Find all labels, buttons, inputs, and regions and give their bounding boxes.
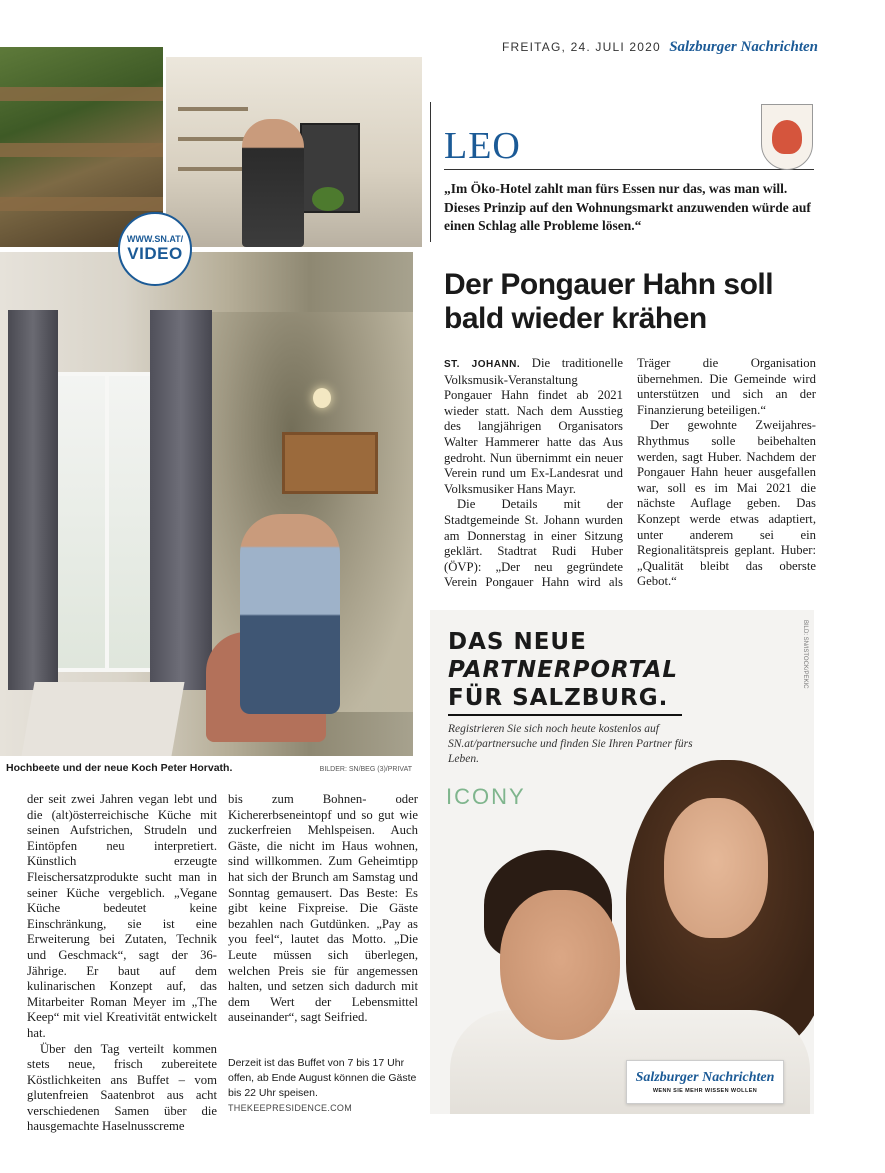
photo-credit: BILDER: SN/BEG (3)/PRIVAT bbox=[319, 766, 412, 773]
video-link-badge[interactable] bbox=[118, 212, 192, 286]
hotel-room-photo bbox=[0, 252, 413, 756]
article-paragraph: ST. JOHANN. Die traditionelle Volksmusik-Veranstaltung Pongauer Hahn findet ab 2021 wieder statt. Nach dem Ausstieg des langjährigen Organisators Walter Hammerer hatte das Aus gedroht. Nun übernimmt ein neuer Verein rund um Ex-Landesrat und Volksmusiker Hans Mayr. bbox=[444, 356, 624, 496]
ad-headline: DAS NEUE PARTNERPORTAL FÜR SALZBURG. bbox=[448, 629, 679, 711]
video-label: VIDEO bbox=[127, 244, 183, 263]
leo-quote: „Im Öko-Hotel zahlt man fürs Essen nur das, was man will. Dieses Prinzip auf den Wohnungsmarkt anzuwenden würde auf einen Schlag alle Probleme lösen.“ bbox=[444, 181, 811, 233]
ad-subline: Registrieren Sie sich noch heute kostenlos auf SN.at/partnersuche und finden Sie Ihren Partner fürs Leben. bbox=[448, 723, 693, 765]
caption-text: Hochbeete und der neue Koch Peter Horvath. bbox=[6, 762, 233, 774]
story-paragraph: Über den Tag verteilt kommen stets neue, frisch zubereitete Köstlichkeiten ans Buffet – vom glutenfreien Saatenbrot aus acht verschiedenen Samen über die hausgemachte Haselnusscreme bbox=[27, 1041, 217, 1134]
opening-hours: Derzeit ist das Buffet von 7 bis 17 Uhr offen, ab Ende August können die Gäste bis 22 Uhr speisen. bbox=[228, 1057, 417, 1099]
ad-photo-credit: BILD: SN/ISTOCK/PEKIC bbox=[802, 620, 808, 689]
story-column-2 bbox=[228, 792, 418, 1026]
story-paragraph: bis zum Bohnen- oder Kichererbseneintopf und so gut wie zuckerfreien Mehlspeisen. Auch Gäste, die nicht im Haus wohnen, sind willkommen. Zum Geheimtipp hat sich der Brunch am Samstag und Sonntag gemausert. Das Beste: Es gibt keine Fixpreise. Die Gäste bezahlen nach Gutdünken. „Pay as you feel“, lautet das Motto. „Die Leute müssen sich überlegen, welchen Preis sie für angemessen halten, und setzen sich dadurch mit dem Wert der Lebensmittel auseinander“, sagt Seifried. bbox=[228, 792, 418, 1025]
leo-divider bbox=[444, 169, 814, 170]
lion-crest-icon bbox=[761, 104, 813, 170]
article-body bbox=[444, 356, 816, 591]
photo-caption bbox=[6, 762, 412, 774]
leo-title: LEO bbox=[444, 125, 521, 167]
chef-photo bbox=[166, 57, 422, 247]
article-paragraph: Die Details mit der Stadtgemeinde St. Johann wurden am Donnerstag in einer Sitzung geklärt. Stadtrat Rudi Huber (ÖVP): „Der neu gegründete Verein Pongauer Hahn wird als Träger die Organisation übernehmen. Die Gemeinde wird unterstützen und sich an der Finanzierung beteiligen.“ bbox=[444, 356, 816, 590]
story-column-1 bbox=[27, 792, 217, 1135]
story-paragraph: der seit zwei Jahren vegan lebt und die (alt)österreichische Küche mit seinen Aufstrichen, Strudeln und Eintöpfen neu interpretiert. Künstlich erzeugte Fleischersatzprodukte sucht man in seiner Küche vergeblich. „Vegane Küche bedeutet keine Einschränkung, sie ist eine Erweiterung bei Zutaten, Technik und Geschmack“, sagt der 36-Jährige. Er baut auf dem kulinarischen Konzept auf, das Mitarbeiter Roman Meyer im „The Keep“ mit viel Kreativität entwickelt hat. bbox=[27, 792, 217, 1040]
article-paragraph: Der gewohnte Zweijahres-Rhythmus solle beibehalten werden, sagt Huber. Nachdem der Pongauer Hahn heuer ausgefallen war, soll es im Mai 2021 die nächste Auflage geben. Das Konzept werde etwas adaptiert, unter anderem sei ein Regionalitätspreis geplant. Huber: „Qualität bleibt das oberste Gebot.“ bbox=[637, 418, 816, 589]
masthead-logo: Salzburger Nachrichten bbox=[669, 38, 818, 55]
sn-logo-badge: Salzburger Nachrichten WENN SIE MEHR WISSEN WOLLEN bbox=[626, 1060, 784, 1104]
info-note bbox=[228, 1056, 418, 1116]
issue-date: FREITAG, 24. JULI 2020 bbox=[502, 40, 661, 54]
icony-logo: ICONY bbox=[446, 784, 526, 809]
ad-divider bbox=[448, 714, 682, 716]
page-header bbox=[502, 36, 818, 58]
video-url: WWW.SN.AT/ bbox=[126, 234, 184, 244]
website-link[interactable]: THEKEEPRESIDENCE.COM bbox=[228, 1103, 353, 1113]
dateline: ST. JOHANN. bbox=[444, 359, 521, 370]
article-headline: Der Pongauer Hahn soll bald wieder krähen bbox=[444, 268, 774, 335]
partner-portal-ad[interactable] bbox=[430, 610, 814, 1114]
